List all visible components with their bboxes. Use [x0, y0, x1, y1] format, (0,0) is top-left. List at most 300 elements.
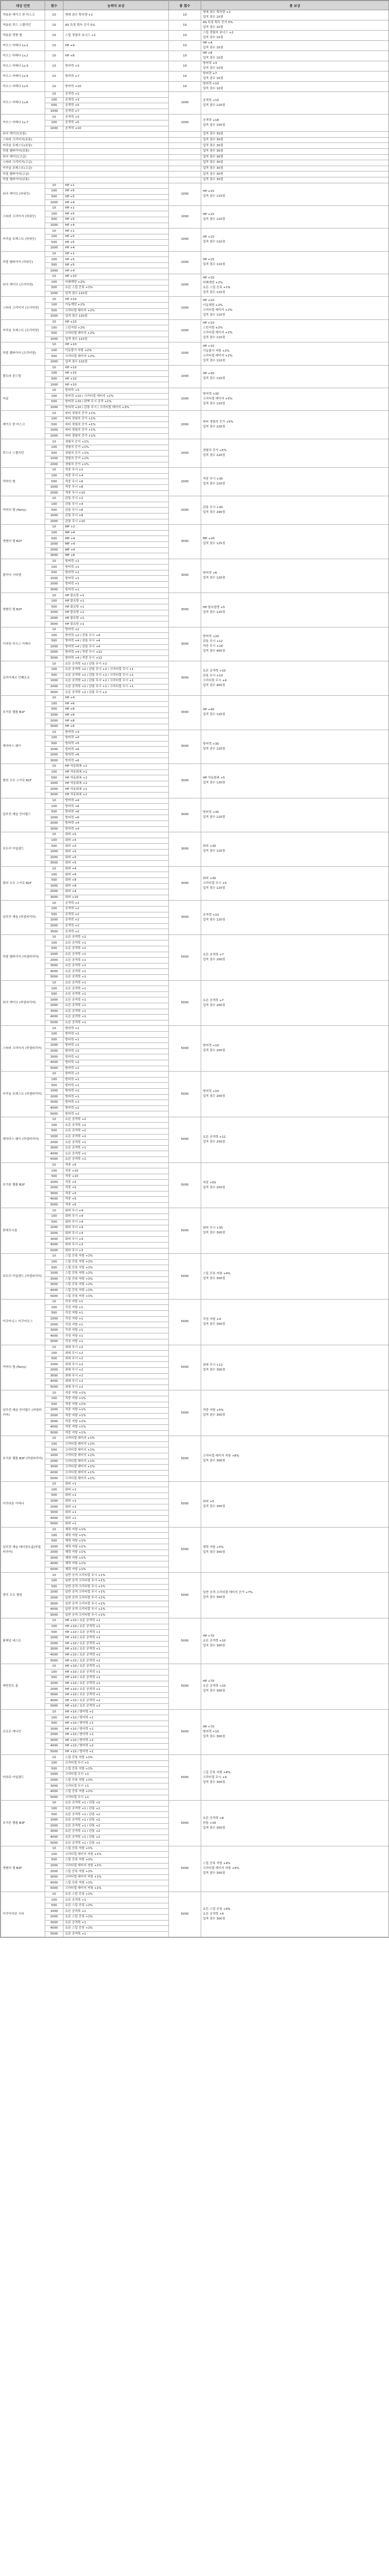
count-cell: 500	[45, 639, 63, 645]
count-cell: 500	[45, 707, 63, 713]
ability-reward-cell: 스킬 증폭 저항 +1%	[63, 1755, 169, 1761]
ability-reward-cell: HP 물요방 +1	[63, 622, 169, 627]
ability-reward-cell: MP +2	[63, 525, 169, 531]
total-count-cell: 1000	[169, 342, 201, 365]
count-cell: 2000	[45, 1869, 63, 1875]
ability-reward-cell: 회피 +1	[63, 1516, 169, 1522]
count-cell: 500	[45, 1858, 63, 1864]
ability-reward-cell: HP +4	[63, 223, 169, 229]
ability-reward-cell: HP +10 / 방어력 +1	[63, 1721, 169, 1726]
count-cell: 3000	[45, 1282, 63, 1288]
total-reward-cell: 관통 무시 +30 업적 점수 290점	[201, 496, 389, 525]
count-cell: 100	[45, 234, 63, 240]
total-count-cell: 2000	[169, 496, 201, 525]
count-cell: 5000	[45, 1385, 63, 1390]
count-cell: 10	[45, 297, 63, 303]
dungeon-name-cell: 역마의 협 (Party)	[1, 1345, 45, 1390]
count-cell: 500	[45, 331, 63, 337]
count-cell: 3000	[45, 1874, 63, 1880]
ability-reward-cell: HP +10	[63, 376, 169, 382]
ability-reward-cell: 체력 저항 +1%	[63, 1544, 169, 1550]
ability-reward-cell: 방어력 +1	[63, 565, 169, 570]
ability-reward-cell: 업적 점수 110점	[63, 314, 169, 320]
ability-reward-cell: 방어력 +10 / 관통 무시 / 크리티컬 데미지 +3%	[63, 405, 169, 411]
ability-reward-cell: 크리티컬 데미지 +2%	[63, 354, 169, 360]
count-cell: 3000	[45, 1555, 63, 1561]
ability-reward-cell: 적중 무시 +10	[63, 490, 169, 496]
count-cell: 2000	[45, 433, 63, 439]
count-cell: 100	[45, 371, 63, 377]
ability-reward-cell: 방어력 +2	[63, 1054, 169, 1060]
count-cell: 100	[45, 1487, 63, 1493]
ability-reward-cell: 방어력 +4 / 적중 무시 +12	[63, 655, 169, 661]
total-count-cell: 5000	[169, 1162, 201, 1208]
ability-reward-cell: 요른 공격력 +1	[63, 975, 169, 981]
count-cell: 4000	[45, 1926, 63, 1932]
count-cell: 500	[45, 775, 63, 781]
count-cell: 10	[45, 661, 63, 667]
total-reward-cell: 크리티컬 데미지 저항 +8% 업적 점수 300점	[201, 1436, 389, 1482]
count-cell: 100	[45, 189, 63, 195]
ability-reward-cell: 방어력 +4	[63, 821, 169, 827]
ability-reward-cell: 공격력 +5	[63, 120, 169, 126]
dungeon-name-cell: 카오스 마테나 Lv.4	[1, 72, 45, 82]
total-count-cell: 5000	[169, 1254, 201, 1300]
ability-reward-cell: HP 자동회복 +1	[63, 769, 169, 775]
ability-reward-cell: 일반 공격 크리티컬 무시 +1%	[63, 1578, 169, 1584]
ability-reward-cell	[63, 172, 169, 177]
count-cell: 500	[45, 844, 63, 850]
ability-reward-cell: 요른 공격력 +1	[63, 963, 169, 969]
count-cell: 10	[45, 251, 63, 257]
ability-reward-cell: 방어력 +1	[63, 1094, 169, 1100]
header-count: 횟수	[45, 1, 63, 10]
dungeon-name-cell: 카오스 마테나 Lv.6	[1, 92, 45, 115]
dungeon-name-cell: 후드나 스켈리턴	[1, 439, 45, 468]
count-cell: 1000	[45, 781, 63, 787]
ability-reward-cell: 회피 무시 +4	[63, 1214, 169, 1219]
total-count-cell	[169, 143, 201, 149]
ability-reward-cell: MP +4	[63, 547, 169, 553]
ability-reward-cell: 요른 공격력 +2	[63, 1123, 169, 1129]
total-count-cell: 1000	[169, 229, 201, 251]
count-cell: 2000	[45, 490, 63, 496]
ability-reward-cell: HP +10 / 요른 공격력 +1	[63, 1624, 169, 1630]
count-cell: 10	[45, 1390, 63, 1396]
ability-reward-cell: 크리티컬 데미지 저항 +1%	[63, 1886, 169, 1892]
count-cell: 2000	[45, 821, 63, 827]
count-cell: 4000	[45, 1698, 63, 1704]
count-cell: 3000	[45, 963, 63, 969]
total-count-cell: 1000	[169, 388, 201, 410]
count-cell: 2000	[45, 547, 63, 553]
dungeon-name-cell: 워서 케이브 (하위등)	[1, 183, 45, 205]
count-cell: 10	[45, 1664, 63, 1669]
ability-reward-cell: 회피 무시 +3	[63, 1242, 169, 1248]
count-cell	[45, 172, 63, 177]
count-cell: 1000	[45, 1316, 63, 1322]
ability-reward-cell: HP +10 / 요른 공격력 +1	[63, 1664, 169, 1669]
count-cell: 3000	[45, 1328, 63, 1333]
table-body	[1, 10, 389, 1937]
total-count-cell: 10	[169, 61, 201, 72]
total-count-cell: 1000	[169, 251, 201, 274]
count-cell: 1000	[45, 246, 63, 252]
ability-reward-cell: 회피 무시 +3	[63, 1248, 169, 1254]
table-row	[1, 319, 389, 325]
ability-reward-cell: 요른 공격력 +2 / 관통 무시 +2 / 크리티컬 무시 +1	[63, 673, 169, 679]
total-count-cell: 3000	[169, 627, 201, 661]
total-reward-cell: 업적 점수 30점	[201, 137, 389, 143]
table-row	[1, 183, 389, 189]
count-cell: 1000	[45, 1772, 63, 1778]
total-count-cell: 5000	[169, 1208, 201, 1254]
ability-reward-cell: 최대 무시 +2	[63, 1356, 169, 1362]
count-cell: 3000	[45, 1738, 63, 1744]
count-cell: 1000	[45, 1863, 63, 1869]
count-cell	[45, 137, 63, 143]
ability-reward-cell: 스킬 증폭 저항 +1%	[63, 1766, 169, 1772]
count-cell: 500	[45, 354, 63, 360]
ability-reward-cell: 적중 +5	[63, 1197, 169, 1203]
ability-reward-cell: 스킬 증폭 저항 +1%	[63, 1778, 169, 1783]
ability-reward-cell: HP +10 / 요른 공격력 +1	[63, 1692, 169, 1698]
table-row	[1, 1664, 389, 1669]
table-row	[1, 154, 389, 160]
total-count-cell: 5000	[169, 1527, 201, 1573]
ability-reward-cell: 요른 공격력 +1 / 관통 +2	[63, 1806, 169, 1812]
ability-reward-cell: 방어력 +4	[63, 798, 169, 804]
count-cell: 100	[45, 667, 63, 673]
ability-reward-cell: 경험치 증가 +1%	[63, 462, 169, 468]
ability-reward-cell: 공격력 +7	[63, 109, 169, 115]
total-reward-cell: HP +10 이동계망 +2% 크리티컬 데미지 +2% 업적 점수 110점	[201, 297, 389, 319]
count-cell: 5000	[45, 1248, 63, 1254]
count-cell: 2000	[45, 1140, 63, 1146]
count-cell: 100	[45, 257, 63, 263]
ability-reward-cell: 각성 저항 +1	[63, 1339, 169, 1345]
ability-reward-cell: 관통 무시 +10	[63, 519, 169, 525]
count-cell: 500	[45, 376, 63, 382]
ability-reward-cell: 요른 공격력 +1 / 관통 +2	[63, 1812, 169, 1818]
count-cell: 2000	[45, 718, 63, 724]
ability-reward-cell: HP +10	[63, 319, 169, 325]
table-row	[1, 439, 389, 445]
count-cell: 1000	[45, 1681, 63, 1687]
ability-reward-cell: 요른 공격력 +1	[63, 1009, 169, 1015]
ability-reward-cell: HP +10 / 방어력 +1	[63, 1715, 169, 1721]
count-cell: 100	[45, 1897, 63, 1903]
ability-reward-cell: 각성 저항 +1	[63, 1328, 169, 1333]
ability-reward-cell: 일반 공격 크리티컬 무시 +1%	[63, 1595, 169, 1601]
ability-reward-cell: 회피 +1	[63, 1522, 169, 1528]
ability-reward-cell: 요른 공격력 +1	[63, 997, 169, 1003]
ability-reward-cell: 방어력 +2	[63, 627, 169, 633]
header-reward: 총 보상	[201, 1, 389, 10]
total-count-cell: 10	[169, 51, 201, 61]
table-row	[1, 1026, 389, 1032]
dungeon-name-cell: 해자마스 웨이	[1, 730, 45, 764]
ability-reward-cell: 경험치 증가 +1%	[63, 439, 169, 445]
count-cell: 10	[45, 205, 63, 211]
dungeon-name-cell: 카오스 마테나 Lv.3	[1, 61, 45, 72]
total-reward-cell: 적중 저항 +5% 업적 점수 300점	[201, 1390, 389, 1436]
table-row	[1, 1481, 389, 1487]
count-cell: 100	[45, 1442, 63, 1447]
ability-reward-cell: 방어력 +4 / 적중 무시 +12	[63, 650, 169, 656]
dungeon-name-cell: 워서 케이브(고급)	[1, 154, 45, 160]
table-row	[1, 82, 389, 92]
ability-reward-cell: 공격력 +2	[63, 918, 169, 924]
ability-reward-cell: 요른 스킬 증폭 +1%	[63, 1892, 169, 1897]
ability-reward-cell: 적중 저항 +1%	[63, 1408, 169, 1414]
count-cell: 10	[45, 525, 63, 531]
dungeon-name-cell: 길리어게르 언페트로	[1, 661, 45, 696]
count-cell: 500	[45, 877, 63, 883]
count-cell: 5000	[45, 1339, 63, 1345]
count-cell: 1000	[45, 541, 63, 547]
dungeon-name-cell: 캐빈런트 홀	[1, 1664, 45, 1709]
total-count-cell	[169, 154, 201, 160]
count-cell: 3000	[45, 1419, 63, 1425]
ability-reward-cell: 일반 공격 크리티컬 무시 +1%	[63, 1590, 169, 1596]
count-cell: 3000	[45, 1783, 63, 1789]
ability-reward-cell: 스턴저항 +2%	[63, 325, 169, 331]
ability-reward-cell: 요른 공격력 +1	[63, 1020, 169, 1026]
ability-reward-cell: 비례계망 +2%	[63, 280, 169, 286]
count-cell: 2000	[45, 1687, 63, 1693]
ability-reward-cell: 회피 무시 +4	[63, 1231, 169, 1237]
count-cell: 10	[45, 468, 63, 474]
dungeon-name-cell: 포트리 아일랜드 (하넬피리어)	[1, 1254, 45, 1300]
ability-reward-cell: 요른 공격력 +1	[63, 986, 169, 992]
table-row	[1, 1436, 389, 1442]
count-cell: 1000	[45, 268, 63, 274]
ability-reward-cell: AS 특정 획득 증가 5%	[63, 20, 169, 31]
ability-reward-cell: 방어력 +6	[63, 809, 169, 815]
count-cell: 100	[45, 1214, 63, 1219]
count-cell: 5000	[45, 1202, 63, 1208]
ability-reward-cell: 요른 공격력 +2 / 관통 무시 +2	[63, 661, 169, 667]
ability-reward-cell: HP +10 / 방어력 +2	[63, 1738, 169, 1744]
ability-reward-cell: 방어력 +3	[63, 388, 169, 394]
count-cell: 2000	[45, 1413, 63, 1419]
table-row	[1, 1709, 389, 1715]
ability-reward-cell: 경험치 증가 +1%	[63, 445, 169, 451]
count-cell: 500	[45, 1584, 63, 1590]
ability-reward-cell: 공격력 +2	[63, 906, 169, 912]
total-count-cell: 5000	[169, 980, 201, 1026]
count-cell: 2000	[45, 1595, 63, 1601]
count-cell: 2000	[45, 1094, 63, 1100]
total-reward-cell: 회피 무시 +30 업적 점수 300점	[201, 1208, 389, 1254]
ability-reward-cell: HP +8	[63, 718, 169, 724]
count-cell: 4000	[45, 1015, 63, 1021]
ability-reward-cell: 요른 공격력 +2	[63, 1129, 169, 1134]
ability-reward-cell: 스킬 증폭 저항 +1%	[63, 1254, 169, 1260]
ability-reward-cell: 공격력 +5	[63, 103, 169, 109]
ability-reward-cell: 크리티컬 데미지 +1%	[63, 1453, 169, 1459]
ability-reward-cell: 요른 공격력 +2 / 관통 무시 +2	[63, 690, 169, 696]
ability-reward-cell: 방어력 +6	[63, 752, 169, 758]
count-cell: 3000	[45, 1100, 63, 1106]
ability-reward-cell: HP +10 / 방어력 +2	[63, 1744, 169, 1750]
count-cell: 3000	[45, 1920, 63, 1926]
count-cell: 4000	[45, 1470, 63, 1476]
total-count-cell: 5000	[169, 1709, 201, 1755]
count-cell: 100	[45, 872, 63, 878]
count-cell: 5000	[45, 1111, 63, 1117]
ability-reward-cell: 크리티컬 데미지 +1%	[63, 1470, 169, 1476]
count-cell: 10	[45, 1481, 63, 1487]
ability-reward-cell: 회피 +10	[63, 895, 169, 901]
count-cell: 1000	[45, 126, 63, 132]
count-cell: 1000	[45, 1134, 63, 1140]
count-cell: 4000	[45, 1744, 63, 1750]
count-cell: 10	[45, 10, 63, 20]
ability-reward-cell: 요른 공격력 +1 / 관통 +2	[63, 1835, 169, 1840]
count-cell: 1000	[45, 1271, 63, 1276]
count-cell	[45, 132, 63, 138]
count-cell: 4000	[45, 1516, 63, 1522]
total-reward-cell: 일반 공격 크리티컬 데미지 증가 +7% 업적 점수 300점	[201, 1573, 389, 1618]
total-reward-cell: 요른 공격력 +7 업적 점수 200점	[201, 980, 389, 1026]
table-row	[1, 72, 389, 82]
dungeon-name-cell: 카리슬 포레스트 (하넬피리어)	[1, 1072, 45, 1117]
count-cell: 10	[45, 1026, 63, 1032]
count-cell: 1000	[45, 1043, 63, 1049]
ability-reward-cell: 회피 무시 +4	[63, 1208, 169, 1214]
ability-reward-cell: 방어력 +1	[63, 587, 169, 593]
ability-reward-cell: 요른 공격력 +1	[63, 952, 169, 958]
count-cell: 1000	[45, 712, 63, 718]
total-reward-cell: HP 자동회복 +5 업적 점수 120점	[201, 764, 389, 798]
count-cell: 100	[45, 769, 63, 775]
dungeon-name-cell: 일루전 캐슬 (하넬피리어)	[1, 901, 45, 935]
ability-reward-cell: 요른 공격력 +1	[63, 934, 169, 940]
ability-reward-cell: 스킬 증폭 저항 +1%	[63, 1276, 169, 1282]
count-cell: 500	[45, 1812, 63, 1818]
ability-reward-cell: 요른 공격력 +1	[63, 991, 169, 997]
count-cell: 10	[45, 51, 63, 61]
ability-reward-cell: 요른 스킬 증폭 +1%	[63, 286, 169, 291]
total-reward-cell: 공격력 +10 업적 점수 120점	[201, 901, 389, 935]
total-reward-cell: 스킬 증폭 저항 +4% 크리티컬 데미지 저항 +4% 업적 점수 300점	[201, 1846, 389, 1892]
dungeon-name-cell: 하빌 헬파이어(고급)	[1, 172, 45, 177]
total-count-cell: 1000	[169, 115, 201, 132]
ability-reward-cell: 회피 +1	[63, 1504, 169, 1510]
ability-reward-cell: 방어력 +4 / 관통 무시 +4	[63, 644, 169, 650]
count-cell: 100	[45, 1669, 63, 1675]
ability-reward-cell: 방어력 +1	[63, 1026, 169, 1032]
count-cell: 10	[45, 1436, 63, 1442]
header-ability: 능력치 보상	[63, 1, 169, 10]
count-cell: 3000	[45, 1465, 63, 1471]
ability-reward-cell: 스킬 증폭 저항 +1%	[63, 1858, 169, 1864]
ability-reward-cell: 방어력 +1	[63, 1043, 169, 1049]
dungeon-name-cell: 해자마스 웨이 (하넬피리어)	[1, 1117, 45, 1162]
table-row	[1, 559, 389, 565]
count-cell: 4000	[45, 1789, 63, 1795]
count-cell: 100	[45, 1168, 63, 1174]
ability-reward-cell: HP 물요방 +1	[63, 616, 169, 622]
total-count-cell: 5000	[169, 1299, 201, 1345]
count-cell: 3000	[45, 929, 63, 935]
ability-reward-cell: HP +1	[63, 229, 169, 234]
dungeon-name-cell: 역용된 엔젠 협	[1, 31, 45, 41]
count-cell: 100	[45, 598, 63, 604]
ability-reward-cell: HP +1	[63, 205, 169, 211]
ability-reward-cell: 공격력 +2	[63, 929, 169, 935]
ability-reward-cell: 파티 경험치 증가 +1%	[63, 416, 169, 422]
count-cell: 100	[45, 280, 63, 286]
table-row	[1, 1208, 389, 1214]
ability-reward-cell: 공격력 +2	[63, 923, 169, 929]
ability-reward-cell: HP 자동회복 +1	[63, 787, 169, 793]
count-cell: 4000	[45, 1288, 63, 1294]
count-cell: 2000	[45, 1915, 63, 1921]
ability-reward-cell: HP +10 / 요른 공격력 +2	[63, 1704, 169, 1710]
ability-reward-cell: 경험치 증가 +1%	[63, 456, 169, 462]
total-count-cell: 5000	[169, 934, 201, 980]
count-cell: 100	[45, 1305, 63, 1311]
ability-reward-cell: HP +5	[63, 262, 169, 268]
ability-reward-cell: 요른 공격력 +1 / 관통 +2	[63, 1817, 169, 1823]
ability-reward-cell: HP 물요방 +1	[63, 598, 169, 604]
count-cell: 500	[45, 1538, 63, 1544]
count-cell: 100	[45, 1123, 63, 1129]
ability-reward-cell: 스킬 증폭 저항 +1%	[63, 1259, 169, 1265]
total-count-cell: 1000	[169, 274, 201, 297]
table-row	[1, 132, 389, 138]
dungeon-name-cell: 카리슬 포레스트(보통)	[1, 143, 45, 149]
table-row	[1, 798, 389, 804]
count-cell: 1000	[45, 1817, 63, 1823]
ability-reward-cell: 방어력 +10 / 크리티컬 데미지 +2%	[63, 394, 169, 399]
total-count-cell: 5000	[169, 1755, 201, 1801]
ability-reward-cell: 방어력 +4	[63, 736, 169, 741]
ability-reward-cell: 일반 공격 크리티컬 무시 +1%	[63, 1573, 169, 1579]
ability-reward-cell: 적중 무시 +2	[63, 468, 169, 474]
ability-reward-cell: 적중 +10	[63, 1174, 169, 1180]
count-cell: 500	[45, 946, 63, 952]
table-row	[1, 627, 389, 633]
ability-reward-cell: 적중 +10	[63, 1168, 169, 1174]
ability-reward-cell: 회피 +5	[63, 844, 169, 850]
ability-reward-cell: 회피 +1	[63, 1487, 169, 1493]
total-reward-cell: 요른 스킬 증폭 +4% 요른 공격력 +4 업적 점수 300점	[201, 1892, 389, 1937]
table-row	[1, 1117, 389, 1123]
total-reward-cell: 요른 공격력 +7 업적 점수 200점	[201, 934, 389, 980]
table-row	[1, 274, 389, 280]
ability-reward-cell: 요른 공격력 +2 / 관통 무시 +2 / 크리티컬 무시 +1	[63, 679, 169, 684]
total-count-cell: 5000	[169, 1573, 201, 1618]
count-cell: 5000	[45, 1704, 63, 1710]
ability-reward-cell: 최대 무시 +2	[63, 1373, 169, 1379]
count-cell: 500	[45, 1219, 63, 1225]
ability-reward-cell: 요른 공격력 +1 / 관통 +2	[63, 1840, 169, 1846]
count-cell: 1000	[45, 883, 63, 889]
count-cell: 1000	[45, 1726, 63, 1732]
dungeon-name-cell: 역마의 협 (Party)	[1, 496, 45, 525]
ability-reward-cell: 방어력 +2	[63, 1100, 169, 1106]
ability-reward-cell: HP +10	[63, 371, 169, 377]
ability-reward-cell: 업적 점수 110점	[63, 337, 169, 342]
count-cell: 500	[45, 1129, 63, 1134]
table-row	[1, 1892, 389, 1897]
ability-reward-cell: HP +10	[63, 274, 169, 280]
count-cell: 2000	[45, 1368, 63, 1374]
